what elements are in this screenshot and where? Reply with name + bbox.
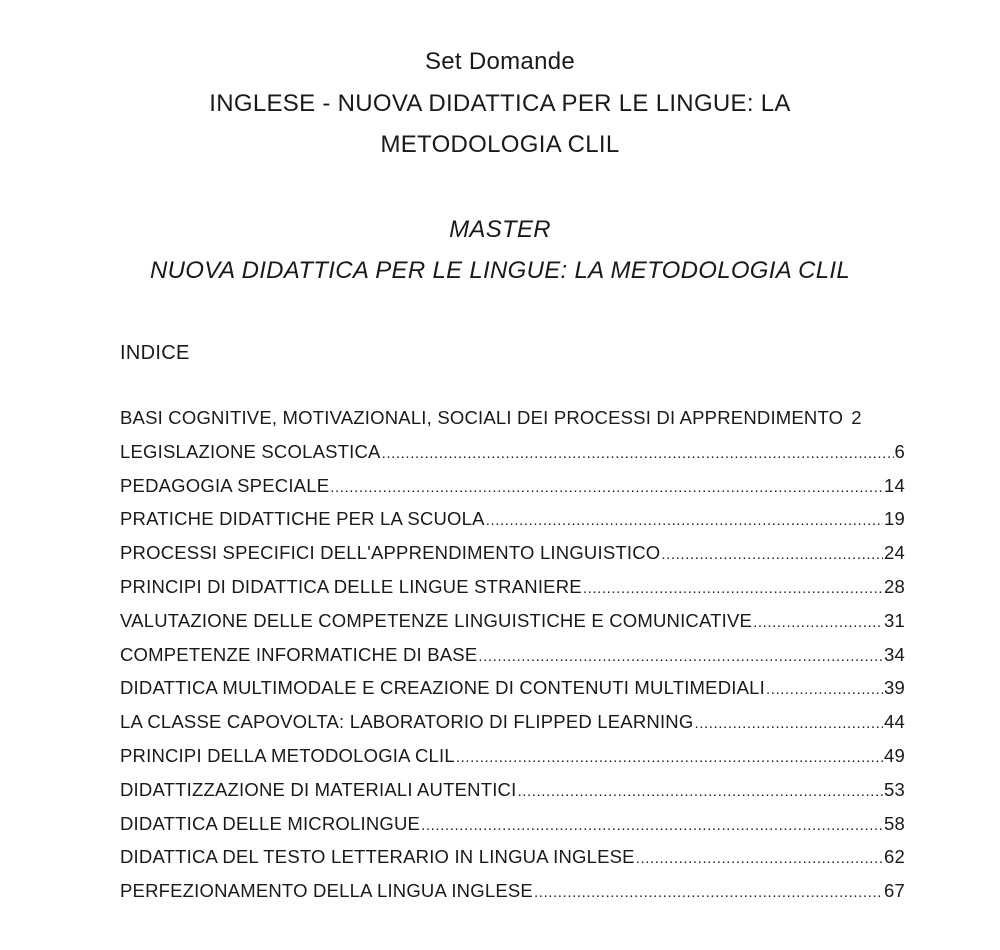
toc-entry-page-number: 39	[884, 677, 905, 699]
toc-dot-leader	[478, 648, 883, 665]
toc-entry[interactable]	[120, 779, 905, 813]
toc-dot-leader	[486, 512, 883, 529]
toc-entry-page-number: 53	[884, 778, 905, 800]
toc-entry-page-number: 44	[884, 711, 905, 733]
toc-entry[interactable]	[120, 407, 905, 441]
toc-entry-title: BASI COGNITIVE, MOTIVAZIONALI, SOCIALI DEI PROCESSI DI APPRENDIMENTO	[120, 407, 844, 428]
toc-entry-page-number: 62	[884, 846, 905, 868]
toc-dot-leader	[534, 884, 883, 901]
toc-entry-title: PROCESSI SPECIFICI DELL'APPRENDIMENTO LINGUISTICO	[120, 542, 661, 564]
toc-entry[interactable]	[120, 475, 905, 509]
toc-entry-title: COMPETENZE INFORMATICHE DI BASE	[120, 643, 478, 665]
toc-entry[interactable]	[120, 711, 905, 745]
toc-dot-leader	[583, 580, 883, 597]
toc-entry-page-number: 6	[894, 440, 905, 462]
toc-dot-leader	[753, 614, 883, 631]
toc-dot-leader	[661, 546, 883, 563]
toc-entry[interactable]	[120, 542, 905, 576]
toc-entry-title: PRINCIPI DI DIDATTICA DELLE LINGUE STRANIERE	[120, 575, 582, 597]
toc-entry-title: DIDATTIZZAZIONE DI MATERIALI AUTENTICI	[120, 778, 517, 800]
toc-dot-leader	[636, 850, 883, 867]
toc-entry-page-number: 28	[884, 575, 905, 597]
toc-dot-leader	[766, 681, 883, 698]
toc-entry-page-number: 58	[884, 812, 905, 834]
toc-entry[interactable]	[120, 813, 905, 847]
toc-entry-title: DIDATTICA DEL TESTO LETTERARIO IN LINGUA INGLESE	[120, 846, 635, 868]
toc-entry-page-number: 67	[884, 880, 905, 902]
toc-dot-leader	[456, 749, 883, 766]
toc-entry[interactable]	[120, 880, 905, 914]
course-title-line-2: METODOLOGIA CLIL	[380, 131, 620, 158]
toc-entry[interactable]	[120, 677, 905, 711]
toc-dot-leader	[382, 445, 894, 462]
toc-entry[interactable]	[120, 508, 905, 542]
toc-dot-leader	[421, 817, 883, 834]
toc-entry-title: PRINCIPI DELLA METODOLOGIA CLIL	[120, 744, 455, 766]
set-label: Set Domande	[424, 48, 576, 75]
toc-dot-leader	[517, 783, 883, 800]
index-heading: INDICE	[120, 342, 190, 364]
toc-entry[interactable]	[120, 745, 905, 779]
toc-entry-title: VALUTAZIONE DELLE COMPETENZE LINGUISTICHE E COMUNICATIVE	[120, 609, 753, 631]
program-title: NUOVA DIDATTICA PER LE LINGUE: LA METODOLOGIA CLIL	[149, 257, 851, 284]
toc-entry-page-number: 19	[884, 508, 905, 530]
toc-entry-page-number: 14	[884, 474, 905, 496]
toc-entry-title: PERFEZIONAMENTO DELLA LINGUA INGLESE	[120, 880, 533, 902]
toc-entry-page-number: 31	[884, 609, 905, 631]
toc-entry-title: PRATICHE DIDATTICHE PER LA SCUOLA	[120, 508, 485, 530]
toc-entry-title: DIDATTICA DELLE MICROLINGUE	[120, 812, 421, 834]
toc-entry-title: LEGISLAZIONE SCOLASTICA	[120, 440, 381, 462]
table-of-contents	[120, 407, 905, 914]
toc-entry-title: LA CLASSE CAPOVOLTA: LABORATORIO DI FLIPPED LEARNING	[120, 711, 694, 733]
toc-dot-leader	[694, 715, 883, 732]
toc-entry-page-number: 34	[884, 643, 905, 665]
toc-entry-page-number: 24	[884, 542, 905, 564]
program-type: MASTER	[449, 216, 551, 243]
toc-entry[interactable]	[120, 846, 905, 880]
toc-entry-title: PEDAGOGIA SPECIALE	[120, 474, 330, 496]
toc-entry[interactable]	[120, 576, 905, 610]
toc-dot-leader	[330, 479, 883, 496]
toc-entry[interactable]	[120, 644, 905, 678]
toc-entry-title: DIDATTICA MULTIMODALE E CREAZIONE DI CONTENUTI MULTIMEDIALI	[120, 677, 765, 699]
toc-entry[interactable]	[120, 610, 905, 644]
toc-entry-page-number: 49	[884, 744, 905, 766]
course-title-line-1: INGLESE - NUOVA DIDATTICA PER LE LINGUE: LA	[209, 90, 791, 117]
toc-entry[interactable]	[120, 441, 905, 475]
toc-entry-page-number: 2	[851, 407, 862, 428]
